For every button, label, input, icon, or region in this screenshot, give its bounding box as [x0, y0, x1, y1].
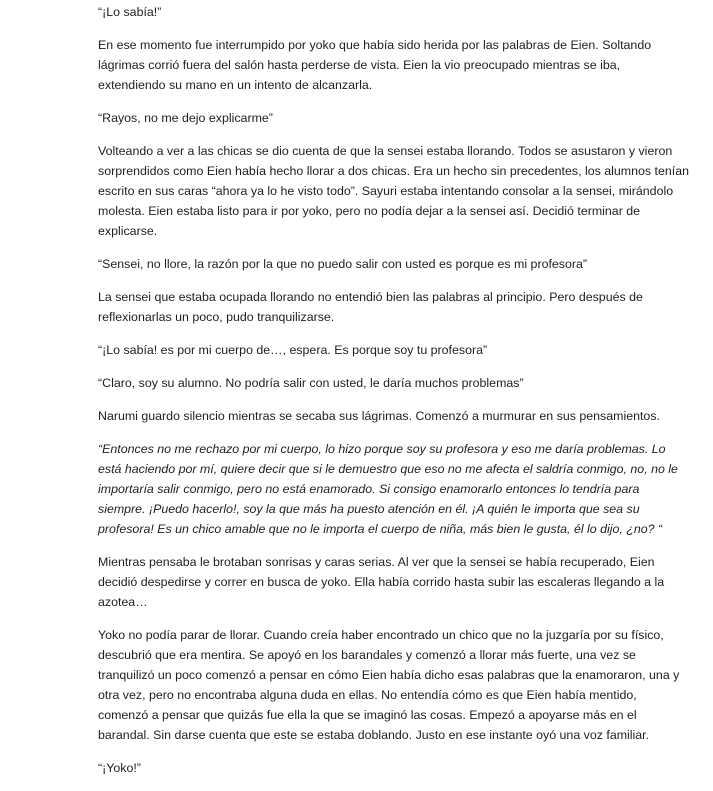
paragraph-7: “¡Lo sabía! es por mi cuerpo de…, espera. Es porque soy tu profesora” [98, 343, 488, 357]
paragraph-11: Mientras pensaba le brotaban sonrisas y caras serias. Al ver que la sensei se había recuperado, Eien decidió despedirse y correr en busca de yoko. Ella había corrido hasta subir las escaleras llegando a la azotea… [98, 555, 665, 609]
paragraph-6: La sensei que estaba ocupada llorando no entendió bien las palabras al principio. Pero después de reflexionarlas un poco, pudo tranquilizarse. [98, 290, 643, 324]
paragraph-5: “Sensei, no llore, la razón por la que no puedo salir con usted es porque es mi profesora” [98, 257, 588, 271]
paragraph-4: Volteando a ver a las chicas se dio cuenta de que la sensei estaba llorando. Todos se asustaron y vieron sorprendidos como Eien había hecho llorar a dos chicas. Era un hecho sin precedentes, los alumnos tenían escrito en sus caras “ahora ya lo he visto todo”. Sayuri estaba intentando consolar a la sensei, mirándolo molesta. Eien estaba listo para ir por yoko, pero no podía dejar a la sensei así. Decidió terminar de explicarse. [98, 144, 689, 238]
paragraph-3: “Rayos, no me dejo explicarme” [98, 111, 273, 125]
paragraph-10-italic: “Entonces no me rechazo por mi cuerpo, lo hizo porque soy su profesora y eso me daría problemas. Lo está haciendo por mí, quiere decir que si le demuestro que eso no me afecta el saldría conmigo, no, no le importaría salir conmigo, pero no está enamorado. Si consigo enamorarlo entonces lo tendría para siempre. ¡Puedo hacerlo!, soy la que más ha puesto atención en él. ¡A quién le importa que sea su profesora! Es un chico amable que no le importa el cuerpo de niña, más bien le gusta, él lo dijo, ¿no? “ [98, 442, 678, 536]
paragraph-2: En ese momento fue interrumpido por yoko que había sido herida por las palabras de Eien. Soltando lágrimas corrió fuera del salón hasta perderse de vista. Eien la vio preocupado mientras se iba, extendiendo su mano en un intento de alcanzarla. [98, 38, 652, 92]
paragraph-9: Narumi guardo silencio mientras se secaba sus lágrimas. Comenzó a murmurar en sus pensamientos. [98, 409, 660, 423]
paragraph-12: Yoko no podía parar de llorar. Cuando creía haber encontrado un chico que no la juzgaría por su físico, descubrió que era mentira. Se apoyó en los barandales y comenzó a llorar más fuerte, una vez se tranquilizó un poco comenzó a pensar en cómo Eien había dicho esas palabras que la enamoraron, una y otra vez, pero no encontraba alguna duda en ellas. No entendía cómo es que Eien había mentido, comenzó a pensar que quizás fue ella la que se imaginó las cosas. Empezó a apoyarse más en el barandal. Sin darse cuenta que este se estaba doblando. Justo en ese instante oyó una voz familiar. [98, 628, 680, 742]
text-column [98, 0, 690, 791]
paragraph-1: “¡Lo sabía!” [98, 5, 162, 19]
paragraph-13: “¡Yoko!” [98, 761, 141, 775]
paragraph-8: “Claro, soy su alumno. No podría salir con usted, le daría muchos problemas” [98, 376, 524, 390]
